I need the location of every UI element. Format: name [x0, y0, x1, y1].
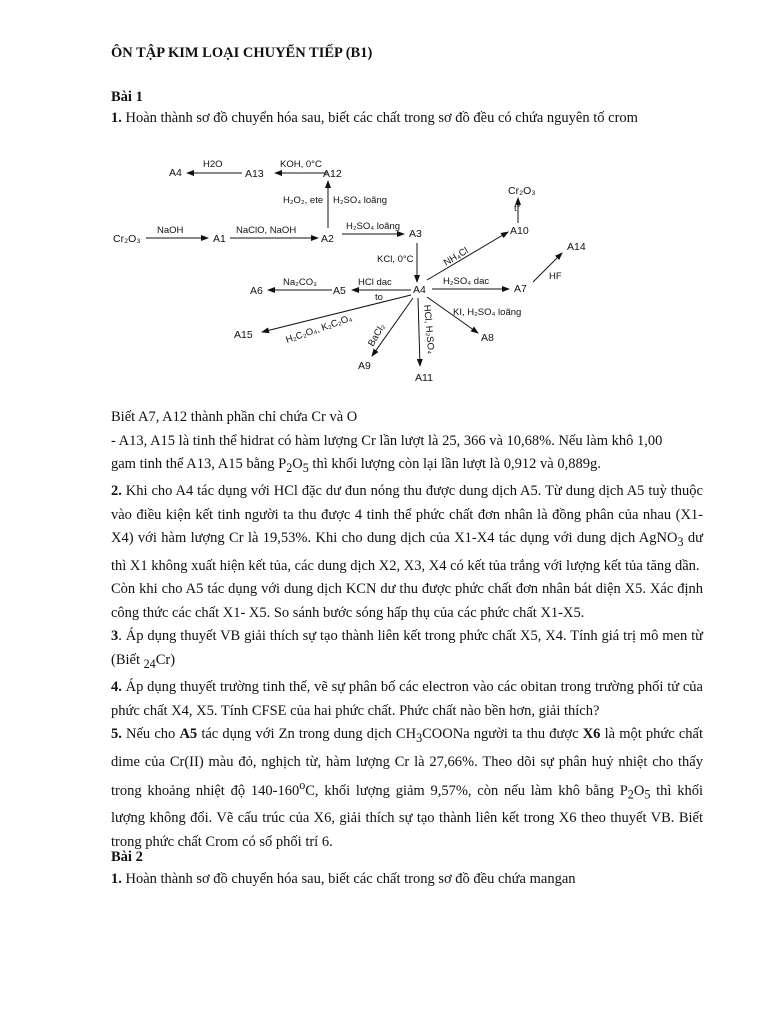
node-a7: A7 — [514, 283, 527, 295]
node-cr2o3: Cr₂O₃ — [113, 233, 141, 245]
question-2-continued: Còn khi cho A5 tác dụng với dung dịch KCN dư thu được phức chất đơn nhân bát diện X5. Xác định công thức các chất X1- X5. So sánh bước sóng hấp thụ của các phức chất X1-X5. — [111, 581, 703, 621]
label-hf: HF — [549, 271, 562, 282]
question-text: Hoàn thành sơ đồ chuyển hóa sau, biết các chất trong sơ đồ đều có chứa nguyên tố crom — [121, 110, 638, 126]
node-a1: A1 — [213, 233, 226, 245]
node-a13: A13 — [245, 168, 264, 180]
label-naclo-naoh: NaClO, NaOH — [236, 225, 297, 236]
label-to-heat: t° — [514, 203, 521, 214]
reaction-scheme — [0, 0, 768, 400]
label-ki-h2so4: KI, H₂SO₄ loãng — [453, 307, 522, 318]
label-h2o: H2O — [203, 159, 223, 170]
node-a2: A2 — [321, 233, 334, 245]
page-title: ÔN TẬP KIM LOẠI CHUYỂN TIẾP (B1) — [111, 45, 373, 61]
label-h2so4-dac: H₂SO₄ dac — [443, 276, 490, 287]
question-5: 5. Nếu cho A5 tác dụng với Zn trong dung dịch $CH_3COONa$ người ta thu được X6 là một phức chất dime của Cr(II) màu đỏ, nghịch từ, hàm lượng Cr là 27,66%. Theo dõi sự phân huỷ nhiệt cho thấy trong khoảng nhiệt độ 140-160$^o$C, khối lượng giảm 9,57%, còn nếu làm khô bằng $P_2O_5$ thì khối lượng không đổi. Vẽ cấu trúc của X6, giải thích sự tạo thành liên kết trong X6 theo thuyết VB. Biết trong phức chất Crom có số phối trí 6. — [111, 726, 704, 850]
node-a12: A12 — [323, 168, 342, 180]
label-na2co3: Na₂CO₃ — [283, 277, 317, 288]
node-a8: A8 — [481, 332, 494, 344]
label-hcl-dac: HCl dac — [358, 277, 392, 288]
section-heading-bai2: Bài 2 — [111, 849, 143, 865]
node-a6: A6 — [250, 285, 263, 297]
label-h2so4-loang: H₂SO₄ loãng — [346, 221, 401, 232]
bai2-question-1 — [111, 871, 576, 888]
question-2: 2. Khi cho A4 tác dụng với HCl đặc dư đun nóng thu được dung dịch A5. Từ dung dịch A5 tuỳ thuộc vào điều kiện kết tinh người ta thu được 4 tinh thể phức chất đơn nhân là đồng phân của nhau (X1-X4) với hàm lượng Cr là 19,53%. Khi cho dung dịch của X1-X4 tác dụng với dung dịch AgNO$_3$ dư thì X1 không xuất hiện kết tủa, các dung dịch X2, X3, X4 có kết tủa trắng với lượng kết tủa tăng dần. — [111, 483, 704, 574]
node-cr2o3-top: Cr₂O₃ — [508, 185, 536, 197]
node-a9: A9 — [358, 360, 371, 372]
label-h2so4-loang-2: H₂SO₄ loãng — [333, 195, 388, 206]
label-bacl2: BaCl₂ — [366, 321, 388, 349]
node-a14: A14 — [567, 241, 586, 253]
section-heading-bai1: Bài 1 — [111, 89, 143, 105]
label-hcl-h2so4: HCl, H₂SO₄ — [421, 304, 437, 355]
node-a4: A4 — [413, 284, 426, 296]
node-a11: A11 — [415, 372, 433, 384]
node-a15: A15 — [234, 329, 253, 341]
label-to: to — [375, 292, 383, 303]
question-text: Hoàn thành sơ đồ chuyển hóa sau, biết các chất trong sơ đồ đều chứa mangan — [121, 871, 576, 887]
label-nh4cl: NH₄Cl — [441, 245, 471, 269]
body-line-2: - A13, A15 là tinh thể hidrat có hàm lượng Cr lần lượt là 25, 366 và 10,68%. Nếu làm khô 1,00 — [111, 432, 663, 449]
node-a4-top: A4 — [169, 167, 182, 179]
label-kcl-0c: KCl, 0°C — [377, 254, 414, 265]
label-koh-0c: KOH, 0°C — [280, 159, 322, 170]
node-a5: A5 — [333, 285, 346, 297]
node-a3: A3 — [409, 228, 422, 240]
label-h2o2-ete: H₂O₂, ete — [283, 195, 324, 206]
label-h2c2o4: H₂C₂O₄, K₂C₂O₄ — [284, 312, 354, 346]
question-number: 1. — [111, 110, 122, 126]
label-naoh: NaOH — [157, 225, 184, 236]
body-line-3: gam tinh thể A13, A15 bằng $P_2O_5$ thì khối lượng còn lại lần lượt là 0,912 và 0,889g. — [111, 456, 601, 475]
body-line-1: Biết A7, A12 thành phần chỉ chứa Cr và O — [111, 409, 358, 425]
bai1-body — [111, 406, 703, 854]
question-number: 1. — [111, 871, 122, 887]
node-a10: A10 — [510, 225, 529, 237]
question-4: 4. Áp dụng thuyết trường tinh thể, vẽ sự phân bố các electron vào các obitan trong trường phối tử của phức chất X4, X5. Tính CFSE của hai phức chất. Phức chất nào bền hơn, giải thích? — [111, 679, 703, 719]
arrow-a4-a11 — [418, 298, 420, 366]
question-3: 3. Áp dụng thuyết VB giải thích sự tạo thành liên kết trong phức chất X5, X4. Tính giá trị mô men từ (Biết $_{24}$Cr) — [111, 628, 703, 671]
